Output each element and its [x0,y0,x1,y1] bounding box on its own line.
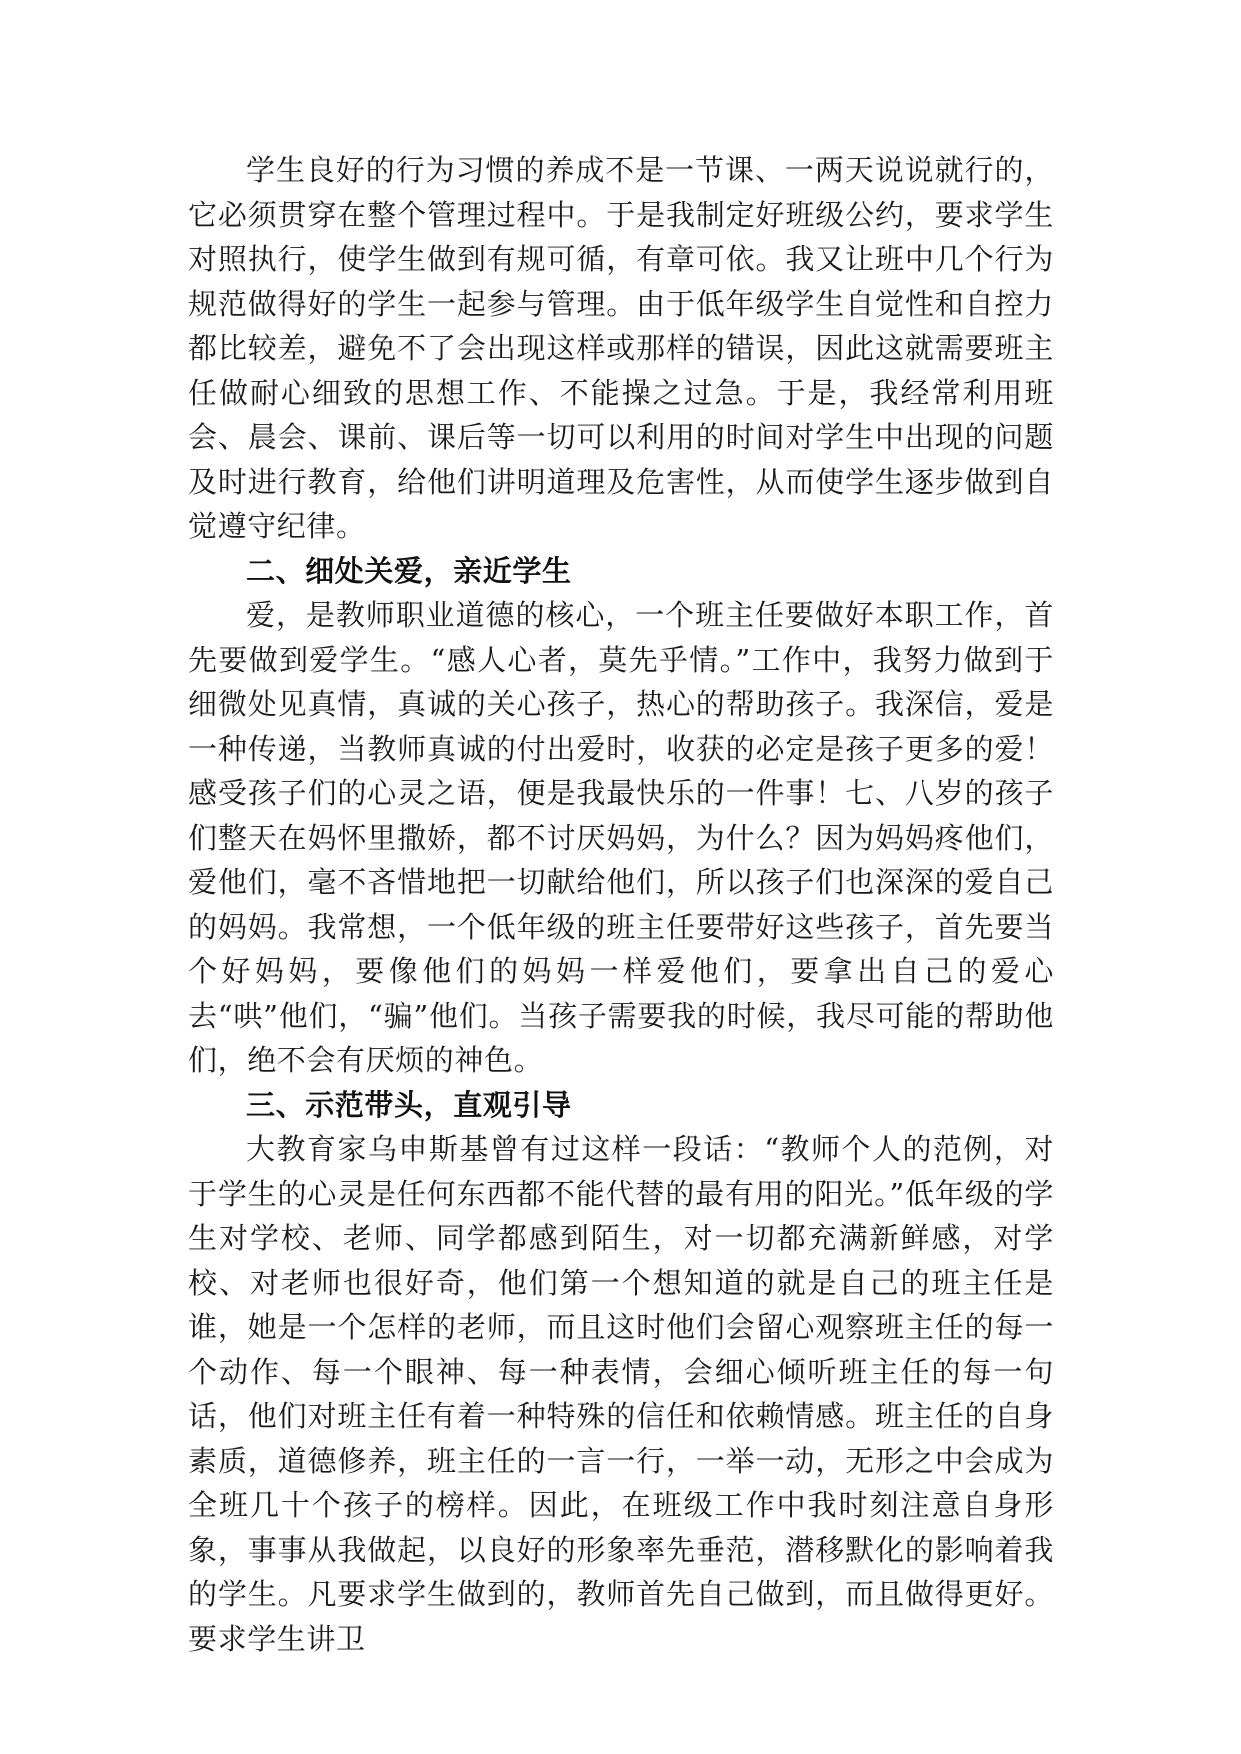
section-heading-care: 二、细处关爱，亲近学生 [246,553,572,588]
paragraph-habits: 学生良好的行为习惯的养成不是一节课、一两天说说就行的，它必须贯穿在整个管理过程中。于是我制定好班级公约，要求学生对照执行，使学生做到有规可循，有章可依。我又让班中几个行为规范做得好的学生一起参与管理。由于低年级学生自觉性和自控力都比较差，避免不了会出现这样或那样的错误，因此这就需要班主任做耐心细致的思想工作、不能操之过急。于是，我经常利用班会、晨会、课前、课后等一切可以利用的时间对学生中出现的问题及时进行教育，给他们讲明道理及危害性，从而使学生逐步做到自觉遵守纪律。 [188,153,1054,543]
document-page [188,148,1054,1661]
paragraph-role-model: 大教育家乌申斯基曾有过这样一段话：“教师个人的范例，对于学生的心灵是任何东西都不能代替的最有用的阳光。”低年级的学生对学校、老师、同学都感到陌生，对一切都充满新鲜感，对学校、对老师也很好奇，他们第一个想知道的就是自己的班主任是谁，她是一个怎样的老师，而且这时他们会留心观察班主任的每一个动作、每一个眼神、每一种表情，会细心倾听班主任的每一句话，他们对班主任有着一种特殊的信任和依赖情感。班主任的自身素质，道德修养，班主任的一言一行，一举一动，无形之中会成为全班几十个孩子的榜样。因此，在班级工作中我时刻注意自身形象，事事从我做起，以良好的形象率先垂范，潜移默化的影响着我的学生。凡要求学生做到的，教师首先自己做到，而且做得更好。要求学生讲卫 [188,1132,1054,1656]
section-heading-example: 三、示范带头，直观引导 [246,1087,572,1122]
paragraph-love: 爱，是教师职业道德的核心，一个班主任要做好本职工作，首先要做到爱学生。“感人心者，莫先乎情。”工作中，我努力做到于细微处见真情，真诚的关心孩子，热心的帮助孩子。我深信，爱是一种传递，当教师真诚的付出爱时，收获的必定是孩子更多的爱！感受孩子们的心灵之语，便是我最快乐的一件事！七、八岁的孩子们整天在妈怀里撒娇，都不讨厌妈妈，为什么？因为妈妈疼他们，爱他们，毫不吝惜地把一切献给他们，所以孩子们也深深的爱自己的妈妈。我常想，一个低年级的班主任要带好这些孩子，首先要当个好妈妈，要像他们的妈妈一样爱他们，要拿出自己的爱心去“哄”他们，“骗”他们。当孩子需要我的时候，我尽可能的帮助他们，绝不会有厌烦的神色。 [188,598,1054,1077]
